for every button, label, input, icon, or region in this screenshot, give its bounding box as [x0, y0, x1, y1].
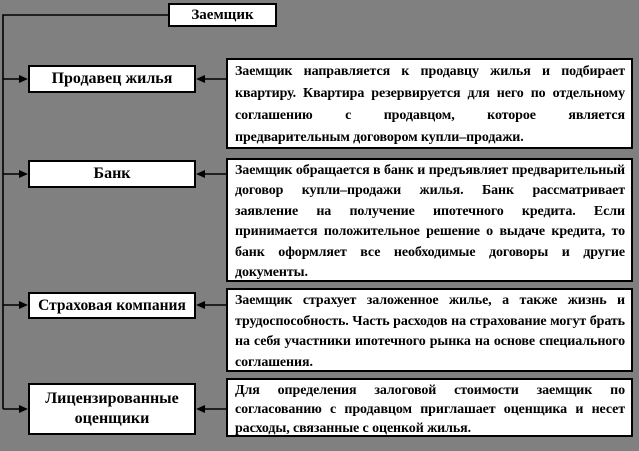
- description-licensed-appraisers: Для определения залоговой стоимости заемщик по согласованию с продавцом приглашает оценщика и несет расходы, связанные с оценкой жилья.: [226, 378, 633, 437]
- arrow-into-insurance: [3, 301, 28, 309]
- box-home-seller: Продавец жилья: [28, 65, 196, 93]
- description-home-seller: Заемщик направляется к продавцу жилья и подбирает квартиру. Квартира резервируется для него по отдельному соглашению с продавцом, которое является предварительным договором купли–продажи.: [226, 58, 633, 149]
- arrow-desc-to-bank: [196, 170, 226, 178]
- arrow-into-bank: [3, 170, 28, 178]
- arrow-desc-to-insurance: [196, 301, 226, 309]
- arrow-desc-to-home-seller: [196, 75, 226, 83]
- box-borrower: Заемщик: [168, 3, 277, 27]
- arrow-into-home-seller: [3, 75, 28, 83]
- box-licensed-appraisers: Лицензированные оценщики: [28, 383, 196, 435]
- arrow-into-appraisers: [3, 405, 28, 413]
- arrow-desc-to-appraisers: [196, 405, 226, 413]
- description-bank: Заемщик обращается в банк и предъявляет предварительный договор купли–продажи жилья. Банк рассматривает заявление на получение ипотечного кредита. Если принимается положительное решение о выдаче кредита, то банк оформляет все необходимые договоры и другие документы.: [226, 158, 633, 282]
- box-insurance-company: Страховая компания: [28, 292, 196, 319]
- description-insurance-company: Заемщик страхует заложенное жилье, а также жизнь и трудоспособность. Часть расходов на страхование могут брать на себя участники ипотечного рынка на основе специального соглашения.: [226, 288, 633, 372]
- box-bank: Банк: [28, 160, 196, 188]
